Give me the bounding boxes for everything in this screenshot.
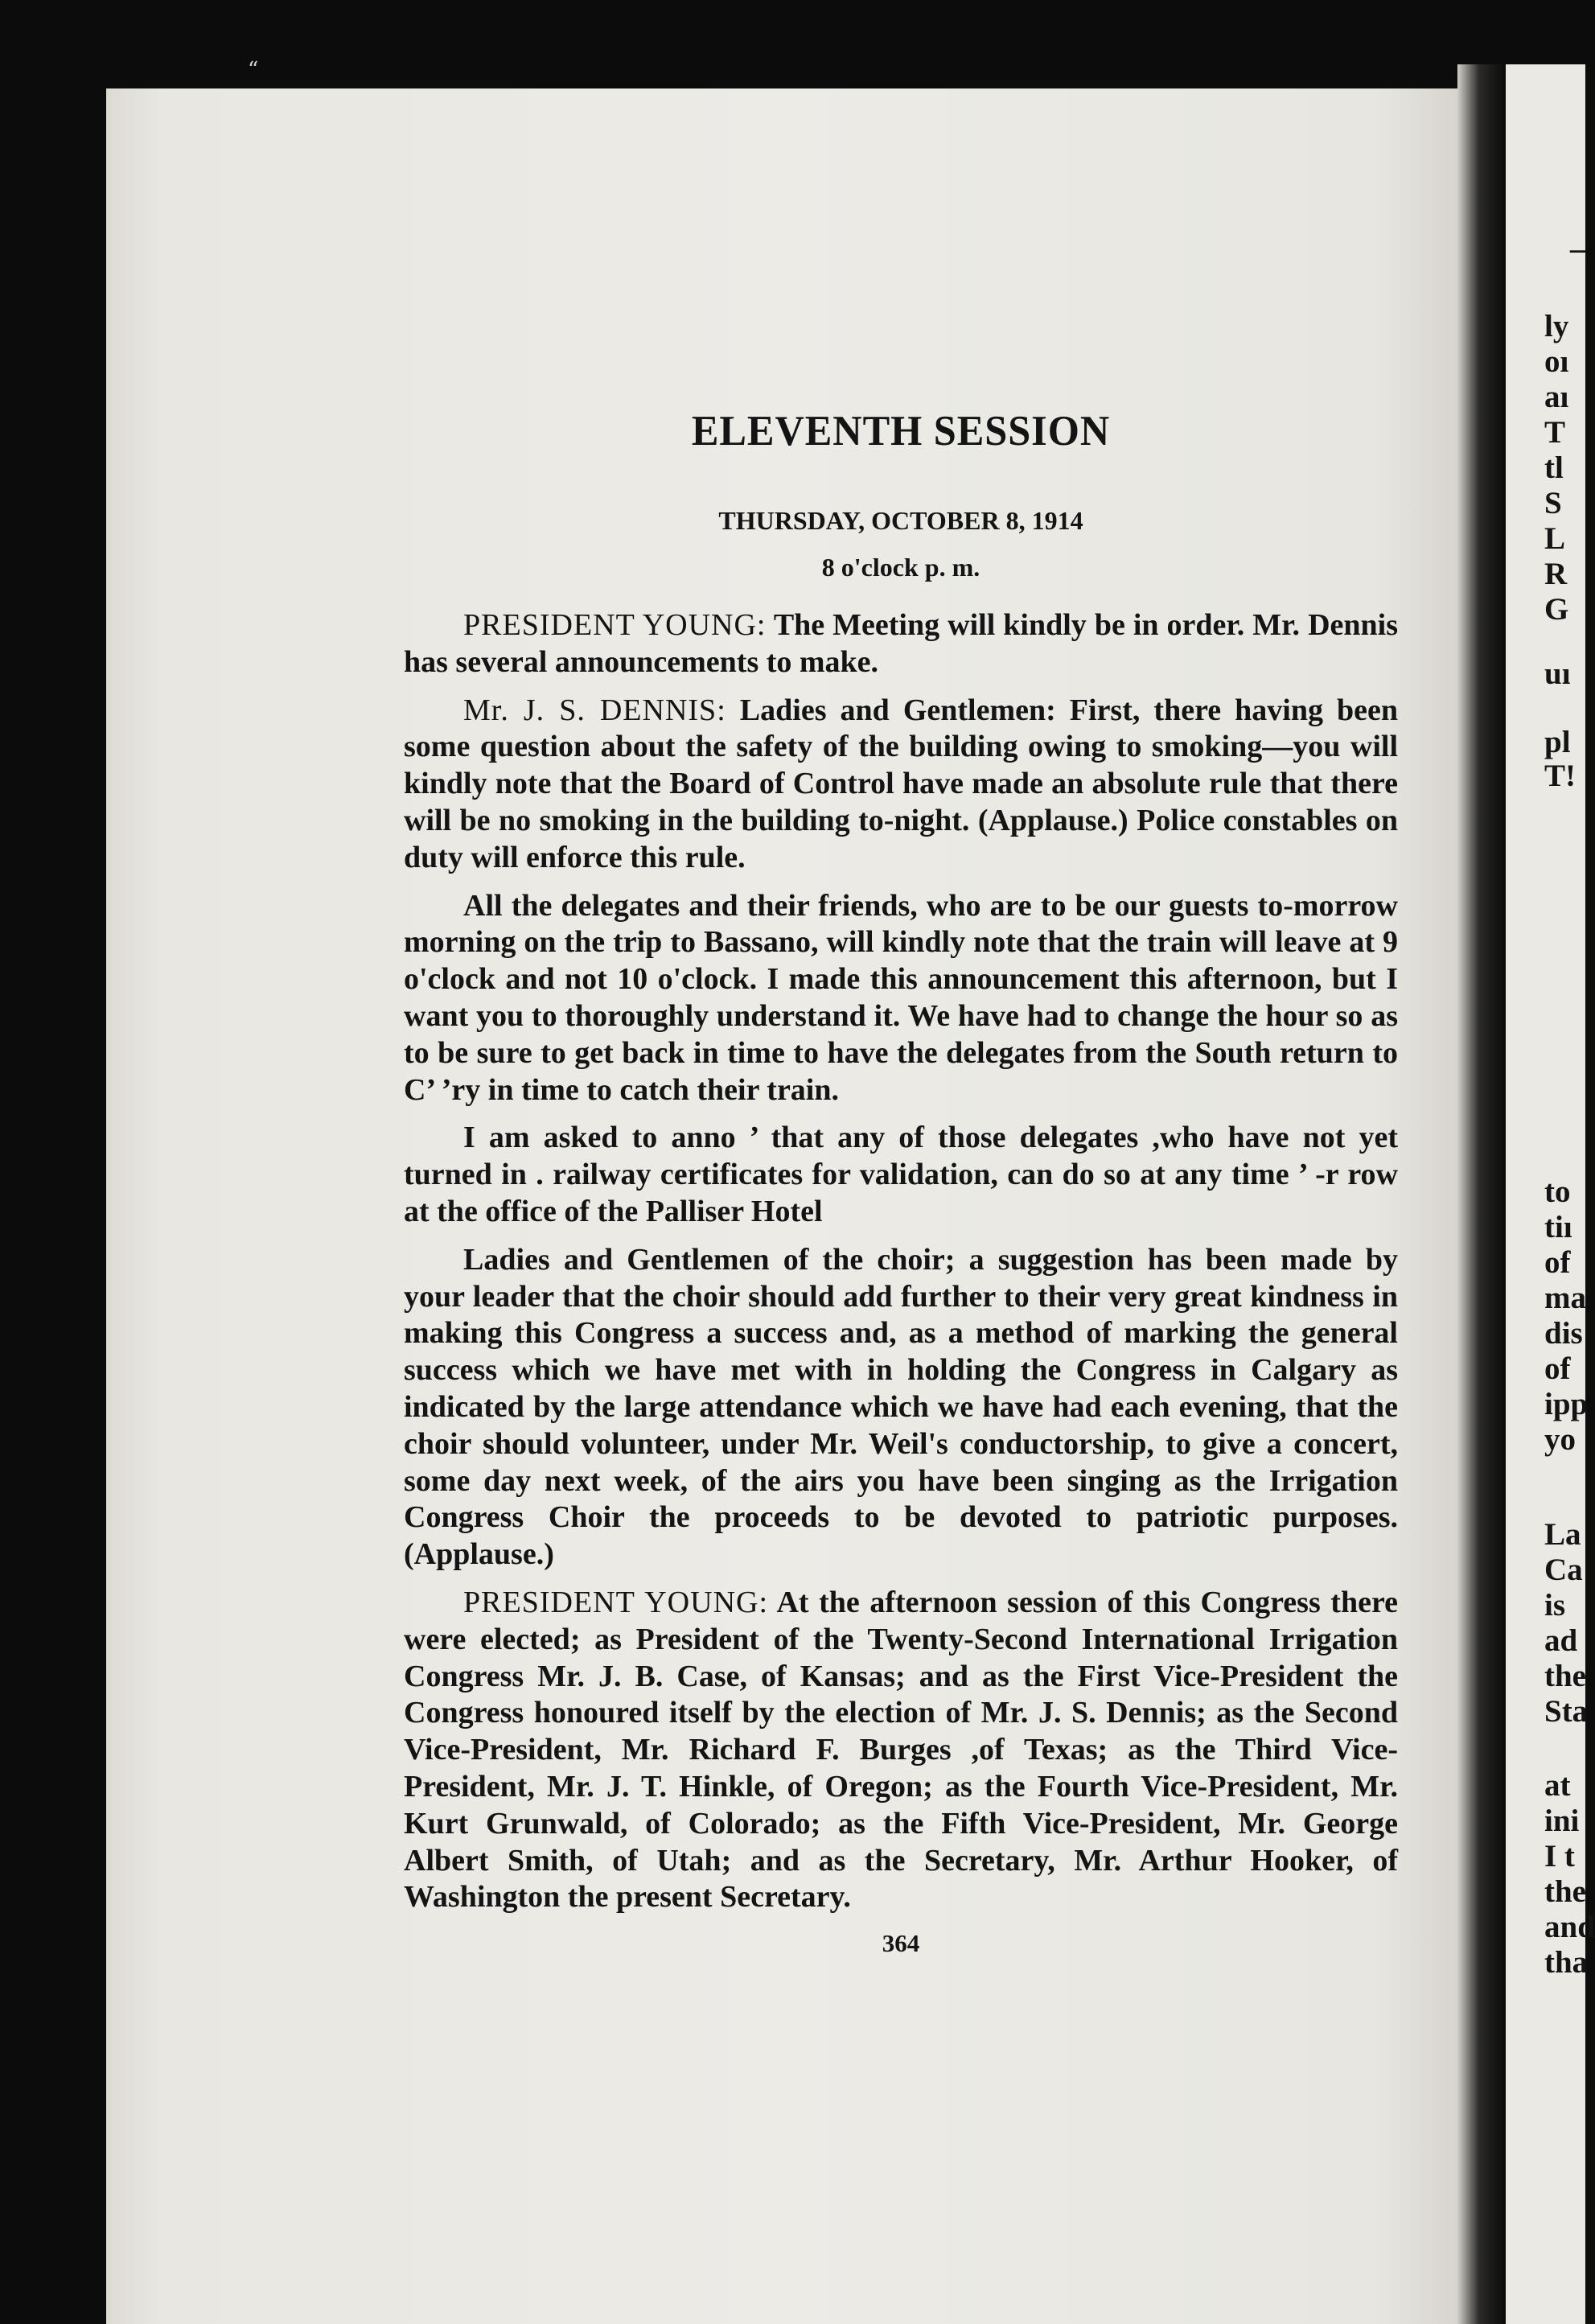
session-date: THURSDAY, OCTOBER 8, 1914 (718, 506, 1083, 535)
facing-page-fragment: pl (1544, 725, 1571, 759)
facing-page-fragment: L (1544, 521, 1566, 556)
facing-page-fragment: I t (1544, 1839, 1575, 1874)
transcript-paragraph (404, 607, 1398, 681)
facing-page-edge (1506, 64, 1595, 2324)
speaker-label: PRESIDENT YOUNG: (463, 608, 767, 642)
facing-page-fragment: to (1544, 1174, 1571, 1209)
transcript-paragraph (404, 1242, 1398, 1573)
scan-mark: “ (248, 58, 259, 82)
paragraph-text: Ladies and Gentlemen: First, there having been some question about the safety of the building owing to smoking—you will kindly note that the Board of Control have made an absolute rule that there will be no smoking in the building to-night. (Applause.) Police constables on duty will enforce this rule. (404, 693, 1399, 874)
facing-page-fragment: of (1544, 1351, 1571, 1386)
paragraph-text: I am asked to anno ’ that any of those delegates ,who have not yet turned in . railway certificates for validation, can do so at any time ’ -r row at the office of the Palliser Hotel (404, 1121, 1398, 1228)
transcript-body (404, 607, 1398, 1916)
facing-page-fragment: – (1570, 232, 1586, 266)
transcript-paragraph (404, 1120, 1398, 1230)
facing-page-fragment: at (1544, 1768, 1571, 1803)
speaker-label: Mr. J. S. DENNIS: (463, 693, 726, 727)
paragraph-text: All the delegates and their friends, who are to be our guests to-morrow morning on the trip to Bassano, will kindly note that the train will leave at 9 o'clock and not 10 o'clock. I made this announcement this afternoon, but I want you to thoroughly understand it. We have had to change the hour so as to be sure to get back in time to have the delegates from the South return to C’ ’ry in time to catch their train. (404, 888, 1398, 1107)
facing-page-fragment: La (1544, 1517, 1581, 1552)
paragraph-text: Ladies and Gentlemen of the choir; a suggestion has been made by your leader that the choir should add further to their very great kindness in making this Congress a success and, as a method of marking the general success which we have met with in holding the Congress in Calgary as indicated by the large attendance which we have had each evening, that the choir should volunteer, under Mr. Weil's conductorship, to give a concert, some day next week, of the airs you have been singing as the Irrigation Congress Choir the proceeds to be devoted to patriotic purposes. (Applause.) (404, 1242, 1398, 1572)
facing-page-fragment: tha (1544, 1945, 1589, 1980)
transcript-paragraph (404, 1585, 1398, 1916)
facing-page-fragment: ad (1544, 1623, 1578, 1658)
session-heading: ELEVENTH SESSION (691, 408, 1111, 455)
speaker-label: PRESIDENT YOUNG: (463, 1585, 769, 1619)
book-gutter (1457, 64, 1506, 2324)
paragraph-text: At the afternoon session of this Congress there were elected; as President of the Twenty-Second International Irrigation Congress Mr. J. B. Case, of Kansas; and as the First Vice-President the Congress honoured itself by the election of Mr. J. S. Dennis; as the Second Vice-President, Mr. Richard F. Burges ,of Texas; as the Third Vice-President, Mr. J. T. Hinkle, of Oregon; as the Fourth Vice-President, Mr. Kurt Grunwald, of Colorado; as the Fifth Vice-President, Mr. George Albert Smith, of Utah; and as the Secretary, Mr. Arthur Hooker, of Washington the present Secretary. (404, 1585, 1398, 1915)
facing-page-fragment: G (1544, 592, 1569, 627)
page-number: 364 (882, 1929, 920, 1958)
facing-page-fragment: the (1544, 1659, 1586, 1693)
facing-page-fragment: ma (1544, 1281, 1586, 1315)
facing-page-fragment: tiı (1544, 1210, 1572, 1244)
facing-page-fragment: of (1544, 1245, 1571, 1280)
facing-page-fragment: the (1544, 1874, 1586, 1909)
facing-page-fragment: dis (1544, 1316, 1583, 1351)
facing-page-fragment: T! (1544, 759, 1576, 793)
facing-page-fragment: ly (1544, 309, 1569, 343)
facing-page-fragment: Sta (1544, 1694, 1589, 1729)
facing-page-fragment: ini (1544, 1804, 1580, 1838)
facing-page-fragment: R (1544, 557, 1568, 591)
paragraph-text: The Meeting will kindly be in order. Mr. Dennis has several announcements to make. (404, 608, 1398, 679)
facing-page-fragment: and (1544, 1910, 1595, 1944)
facing-page-fragment: S (1544, 486, 1562, 520)
transcript-paragraph (404, 693, 1398, 877)
facing-page-fragment: oı (1544, 344, 1569, 379)
session-time: 8 o'clock p. m. (821, 553, 980, 582)
facing-page-fragment: ipp (1544, 1387, 1589, 1421)
facing-page-fragment: tl (1544, 450, 1564, 485)
facing-page-fragment: is (1544, 1588, 1566, 1623)
facing-page-fragment: T (1544, 415, 1566, 450)
facing-page-fragment: aı (1544, 380, 1569, 414)
facing-page-fragment: Ca (1544, 1553, 1583, 1587)
facing-page-fragment: yo (1544, 1422, 1576, 1457)
transcript-paragraph (404, 888, 1398, 1109)
facing-page-fragment: uı (1544, 656, 1571, 691)
page-content (404, 410, 1398, 1958)
